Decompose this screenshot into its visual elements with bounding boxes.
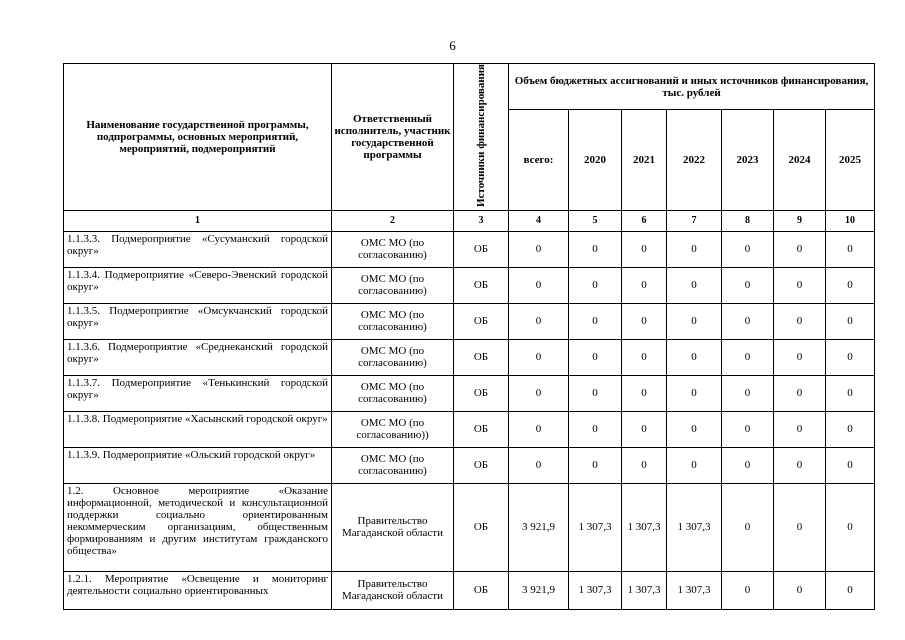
row-value: 0 xyxy=(826,339,875,375)
column-number: 4 xyxy=(509,210,569,231)
row-value: 0 xyxy=(569,303,622,339)
row-value: 0 xyxy=(509,411,569,447)
row-value: 0 xyxy=(826,571,875,609)
row-value: 0 xyxy=(569,231,622,267)
row-value: 0 xyxy=(826,447,875,483)
row-name: 1.1.3.8. Подмероприятие «Хасынский городской округ» xyxy=(64,411,332,447)
header-year: 2025 xyxy=(826,110,875,211)
header-name: Наименование государственной программы, подпрограммы, основных мероприятий, мероприятий, подмероприятий xyxy=(64,64,332,211)
table-row xyxy=(64,375,875,411)
table-row xyxy=(64,447,875,483)
row-value: 0 xyxy=(569,267,622,303)
row-source: ОБ xyxy=(454,231,509,267)
column-number: 2 xyxy=(332,210,454,231)
row-value: 1 307,3 xyxy=(667,571,722,609)
row-name: 1.1.3.6. Подмероприятие «Среднеканский городской округ» xyxy=(64,339,332,375)
row-value: 0 xyxy=(667,447,722,483)
row-value: 0 xyxy=(667,267,722,303)
row-value: 0 xyxy=(774,483,826,571)
row-value: 0 xyxy=(826,231,875,267)
row-value: 0 xyxy=(667,375,722,411)
row-source: ОБ xyxy=(454,447,509,483)
header-year: 2021 xyxy=(622,110,667,211)
header-total: всего: xyxy=(509,110,569,211)
column-number: 5 xyxy=(569,210,622,231)
row-source: ОБ xyxy=(454,571,509,609)
row-value: 1 307,3 xyxy=(622,483,667,571)
row-value: 0 xyxy=(722,231,774,267)
table-row xyxy=(64,231,875,267)
row-value: 1 307,3 xyxy=(667,483,722,571)
header-year: 2020 xyxy=(569,110,622,211)
row-executor: Правительство Магаданской области xyxy=(332,571,454,609)
row-value: 0 xyxy=(826,303,875,339)
row-value: 1 307,3 xyxy=(622,571,667,609)
header-source: Источники финансирования xyxy=(474,64,487,207)
row-name: 1.1.3.7. Подмероприятие «Тенькинский городской округ» xyxy=(64,375,332,411)
table-header xyxy=(64,64,875,232)
row-value: 0 xyxy=(622,339,667,375)
row-value: 0 xyxy=(569,375,622,411)
row-value: 0 xyxy=(569,411,622,447)
row-value: 1 307,3 xyxy=(569,483,622,571)
table-row xyxy=(64,483,875,571)
row-value: 0 xyxy=(722,411,774,447)
row-source: ОБ xyxy=(454,411,509,447)
row-name: 1.2. Основное мероприятие «Оказание информационной, методической и консультационной поддержки социально ориентированным некоммерческим организациям, общественным формированиям и другим институтам гражданского общества» xyxy=(64,483,332,571)
row-executor: ОМС МО (по согласованию) xyxy=(332,303,454,339)
row-value: 0 xyxy=(622,447,667,483)
row-value: 0 xyxy=(667,411,722,447)
header-year: 2024 xyxy=(774,110,826,211)
table-row xyxy=(64,303,875,339)
row-value: 0 xyxy=(826,483,875,571)
row-value: 0 xyxy=(722,571,774,609)
row-value: 0 xyxy=(569,447,622,483)
header-year: 2022 xyxy=(667,110,722,211)
row-value: 0 xyxy=(774,339,826,375)
row-value: 1 307,3 xyxy=(569,571,622,609)
column-number: 3 xyxy=(454,210,509,231)
row-value: 0 xyxy=(622,375,667,411)
row-value: 0 xyxy=(509,447,569,483)
page-number: 6 xyxy=(449,38,456,53)
row-value: 0 xyxy=(667,339,722,375)
row-value: 3 921,9 xyxy=(509,571,569,609)
row-executor: Правительство Магаданской области xyxy=(332,483,454,571)
row-name: 1.1.3.3. Подмероприятие «Сусуманский городской округ» xyxy=(64,231,332,267)
row-value: 0 xyxy=(774,571,826,609)
column-number: 10 xyxy=(826,210,875,231)
row-value: 0 xyxy=(826,411,875,447)
header-source-cell xyxy=(454,64,509,211)
column-numbers-row xyxy=(64,210,875,231)
row-source: ОБ xyxy=(454,483,509,571)
row-value: 0 xyxy=(509,375,569,411)
row-value: 0 xyxy=(667,303,722,339)
row-name: 1.1.3.4. Подмероприятие «Северо-Эвенский городской округ» xyxy=(64,267,332,303)
row-value: 0 xyxy=(774,447,826,483)
budget-table xyxy=(63,63,875,610)
row-value: 0 xyxy=(722,447,774,483)
row-source: ОБ xyxy=(454,303,509,339)
row-value: 0 xyxy=(774,303,826,339)
row-value: 0 xyxy=(774,267,826,303)
row-executor: ОМС МО (по согласованию)) xyxy=(332,411,454,447)
header-volume: Объем бюджетных ассигнований и иных источников финансирования, тыс. рублей xyxy=(509,64,875,110)
row-executor: ОМС МО (по согласованию) xyxy=(332,375,454,411)
row-executor: ОМС МО (по согласованию) xyxy=(332,447,454,483)
row-value: 0 xyxy=(774,375,826,411)
row-value: 3 921,9 xyxy=(509,483,569,571)
row-executor: ОМС МО (по согласованию) xyxy=(332,339,454,375)
row-value: 0 xyxy=(774,231,826,267)
row-value: 0 xyxy=(667,231,722,267)
column-number: 1 xyxy=(64,210,332,231)
row-value: 0 xyxy=(722,375,774,411)
row-value: 0 xyxy=(826,267,875,303)
row-value: 0 xyxy=(509,303,569,339)
row-value: 0 xyxy=(509,231,569,267)
row-value: 0 xyxy=(622,411,667,447)
row-value: 0 xyxy=(722,339,774,375)
row-source: ОБ xyxy=(454,267,509,303)
table-row xyxy=(64,339,875,375)
row-executor: ОМС МО (по согласованию) xyxy=(332,231,454,267)
column-number: 7 xyxy=(667,210,722,231)
row-executor: ОМС МО (по согласованию) xyxy=(332,267,454,303)
row-value: 0 xyxy=(622,231,667,267)
row-value: 0 xyxy=(722,303,774,339)
table-row xyxy=(64,411,875,447)
header-executor: Ответственный исполнитель, участник государственной программы xyxy=(332,64,454,211)
table-row xyxy=(64,267,875,303)
header-year: 2023 xyxy=(722,110,774,211)
row-name: 1.2.1. Мероприятие «Освещение и мониторинг деятельности социально ориентированных xyxy=(64,571,332,609)
row-value: 0 xyxy=(569,339,622,375)
row-source: ОБ xyxy=(454,375,509,411)
row-name: 1.1.3.9. Подмероприятие «Ольский городской округ» xyxy=(64,447,332,483)
column-number: 6 xyxy=(622,210,667,231)
row-source: ОБ xyxy=(454,339,509,375)
table-row xyxy=(64,571,875,609)
row-value: 0 xyxy=(509,267,569,303)
column-number: 9 xyxy=(774,210,826,231)
row-name: 1.1.3.5. Подмероприятие «Омсукчанский городской округ» xyxy=(64,303,332,339)
column-number: 8 xyxy=(722,210,774,231)
row-value: 0 xyxy=(509,339,569,375)
row-value: 0 xyxy=(622,303,667,339)
row-value: 0 xyxy=(722,267,774,303)
table-body xyxy=(64,231,875,609)
row-value: 0 xyxy=(774,411,826,447)
row-value: 0 xyxy=(722,483,774,571)
row-value: 0 xyxy=(622,267,667,303)
row-value: 0 xyxy=(826,375,875,411)
